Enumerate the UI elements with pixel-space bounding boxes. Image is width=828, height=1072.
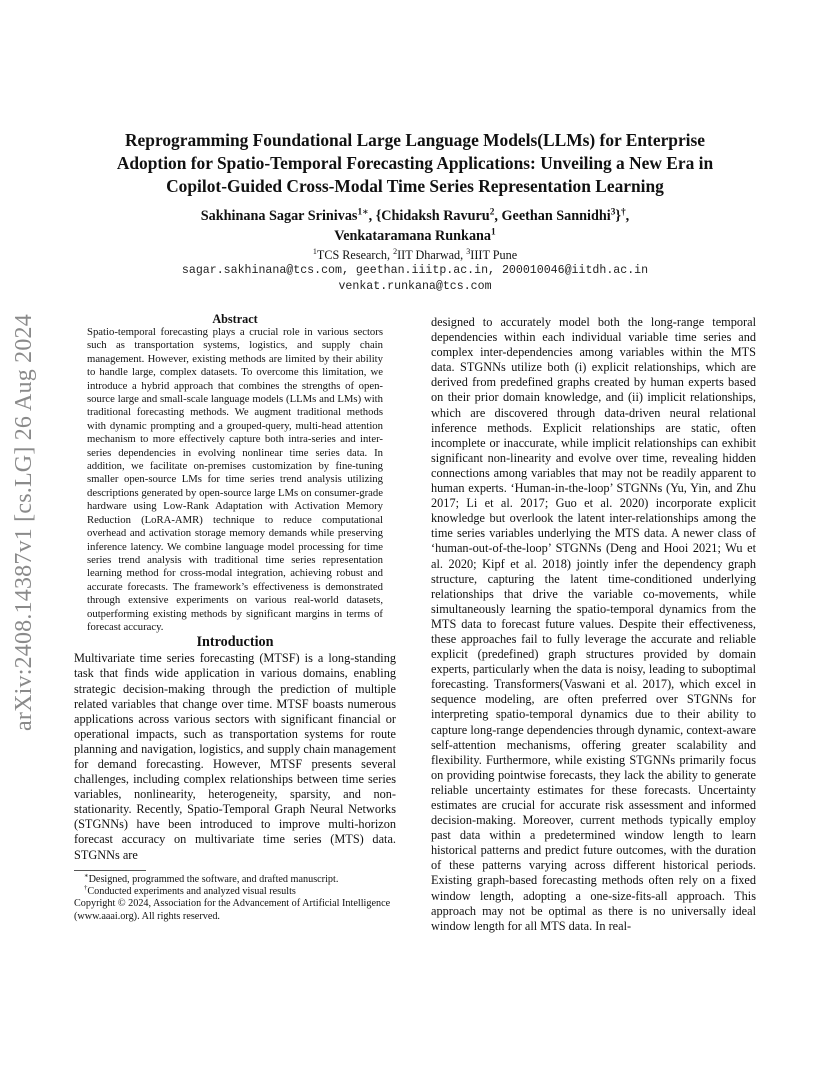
copyright-notice: Copyright © 2024, Association for the Advancement of Artificial Intelligence (www.aaai.org). All rights reserved. (74, 898, 391, 922)
left-column (74, 312, 396, 923)
author-3-tail: } (615, 208, 621, 224)
footnote-1-mark: ∗ (84, 872, 89, 880)
affil-1: TCS Research, (316, 248, 394, 262)
arxiv-stamp-text: arXiv:2408.14387v1 [cs.LG] 26 Aug 2024 (10, 313, 37, 731)
abstract-heading: Abstract (212, 312, 258, 326)
footnote-2-mark: † (84, 884, 88, 892)
affil-2: IIT Dharwad, (397, 248, 467, 262)
affil-1-sup: 1 (312, 246, 317, 256)
affiliations (90, 248, 740, 263)
email-line-1: sagar.sakhinana@tcs.com, geethan.iiitp.ac.in, 200010046@iitdh.ac.in (181, 264, 649, 277)
author-list: Sakhinana Sagar Srinivas$^{1∗}$, {Chidaksh Ravuru$^2$, Geethan Sannidhi$^3$}†, Venkataramana Runkana$^1$ (200, 207, 630, 244)
author-2-sup: 2 (489, 207, 495, 218)
author-1: Sakhinana Sagar Srinivas (200, 208, 358, 224)
introduction-heading: Introduction (196, 634, 274, 651)
author-emails (90, 263, 740, 295)
footnote-2 (74, 886, 396, 898)
right-column-text: designed to accurately model both the long-range temporal dependencies within each individual variable time series and complex inter-dependencies among variables within the MTS data. STGNNs utilize both (i) explicit relationships, which are derived from predefined graphs created by human experts based on their prior domain knowledge, and (ii) implicit relationships, which are discovered through data-driven neural relational inference methods. Explicit relationships are static, often incomplete or inaccurate, while implicit relationships can exhibit significant non-linearity and evolve over time, revealing hidden connections among variables that may not be readily apparent to human experts. ‘Human-in-the-loop’ STGNNs (Yu, Yin, and Zhu 2017; Li et al. 2017; Guo et al. 2020) incorporate explicit knowledge but overlook the latent inter-relationships among the time series variables underlying the MTS data. A newer class of ‘human-out-of-the-loop’ STGNNs (Deng and Hooi 2021; Wu et al. 2020; Kipf et al. 2018) jointly infer the dependency graph structure, capturing the latent time-conditioned underlying relationships that drive the variable co-movements, while simultaneously learning the spatio-temporal dynamics from the MTS data to forecast future values. Despite their effectiveness, these approaches fail to fully leverage the accurate and reliable explicit (predefined) graph structures provided by domain experts, particularly when the data is noisy, leading to suboptimal forecasting. Transformers(Vaswani et al. 2017), which excel in sequence modeling, are often preferred over STGNNs for interpreting spatio-temporal dynamics due to their ability to capture long-range dependencies through dynamic, context-aware self-attention mechanisms, offering greater scalability and flexibility. Furthermore, while existing STGNNs primarily focus on providing pointwise forecasts, they lack the ability to generate reliable uncertainty estimates for these forecasts. Uncertainty estimates are crucial for accurate risk assessment and informed decision-making. Moreover, current methods typically employ past data within a predetermined window length to learn historical patterns and predict future outcomes, with the duration of these patterns varying across different historical periods. Existing graph-based forecasting methods often rely on a fixed window length, adopting a one-size-fits-all approach. This approach may not be optimal as there is no universally ideal window length for all MTS data. In real- (431, 315, 756, 933)
arxiv-stamp (6, 282, 42, 762)
footnote-1 (74, 874, 396, 886)
author-1-sup: 1∗ (357, 207, 369, 218)
footnote-2-text: Conducted experiments and analyzed visual results (87, 886, 296, 898)
footnote-1-text: Designed, programmed the software, and drafted manuscript. (88, 873, 339, 885)
author-4: Venkataramana Runkana (334, 228, 492, 244)
footnote-divider (74, 870, 146, 871)
affil-3-sup: 3 (466, 246, 471, 256)
author-3: Geethan Sannidhi (501, 208, 611, 224)
affil-2-sup: 2 (393, 246, 398, 256)
right-column (431, 315, 756, 934)
paper-title: Reprogramming Foundational Large Language Models(LLMs) for Enterprise Adoption for Spatio-Temporal Forecasting Applications: Unveiling a New Era in Copilot-Guided Cross-Modal Time Series Representation Learning (116, 130, 714, 196)
affil-3: IIIT Pune (470, 248, 518, 262)
email-line-2: venkat.runkana@tcs.com (338, 280, 492, 293)
introduction-text: Multivariate time series forecasting (MTSF) is a long-standing task that finds wide application in various domains, enabling strategic decision-making through the prediction of multiple related variables that change over time. MTSF boasts numerous applications across various sectors with significant financial or operational impacts, such as transportation systems for route planning and navigation, logistics, and supply chain management for demand forecasting. However, MTSF presents several challenges, including complex relationships between time series variables, nonlinearity, heterogeneity, sparsity, and non-stationarity. Recently, Spatio-Temporal Graph Neural Networks (STGNNs) have been introduced to improve multi-horizon forecast accuracy on multivariate time series (MTS) data. STGNNs are (74, 651, 396, 862)
author-2: {Chidaksh Ravuru (375, 208, 490, 224)
author-3-dagger: † (620, 207, 626, 218)
author-3-sup: 3 (610, 207, 616, 218)
author-4-sup: 1 (491, 227, 496, 238)
abstract-text: Spatio-temporal forecasting plays a crucial role in various sectors such as transportation systems, logistics, and supply chain management. However, existing methods are limited by their ability to handle large, complex datasets. To overcome this limitation, we introduce a hybrid approach that combines the strengths of open-source large and small-scale language models (LLMs and LMs) with traditional forecasting methods. We augment traditional methods with dynamic prompting and a grouped-query, multi-head attention mechanism to more effectively capture both intra-series and inter-series dependencies in evolving nonlinear time series data. In addition, we facilitate on-premises customization by fine-tuning smaller open-source LMs for time series trend analysis utilizing descriptions generated by open-source large LMs on consumer-grade hardware using Low-Rank Adaptation with Activation Memory Reduction (LoRA-AMR) technique to reduce computational overhead and activation storage memory demands while preserving inference latency. We combine language model processing for time series trend analysis with traditional time series representation learning method for cross-modal integration, achieving robust and accurate forecasts. The framework’s effectiveness is demonstrated through extensive experiments on various real-world datasets, outperforming existing methods by significant margins in terms of forecast accuracy. (87, 326, 383, 633)
